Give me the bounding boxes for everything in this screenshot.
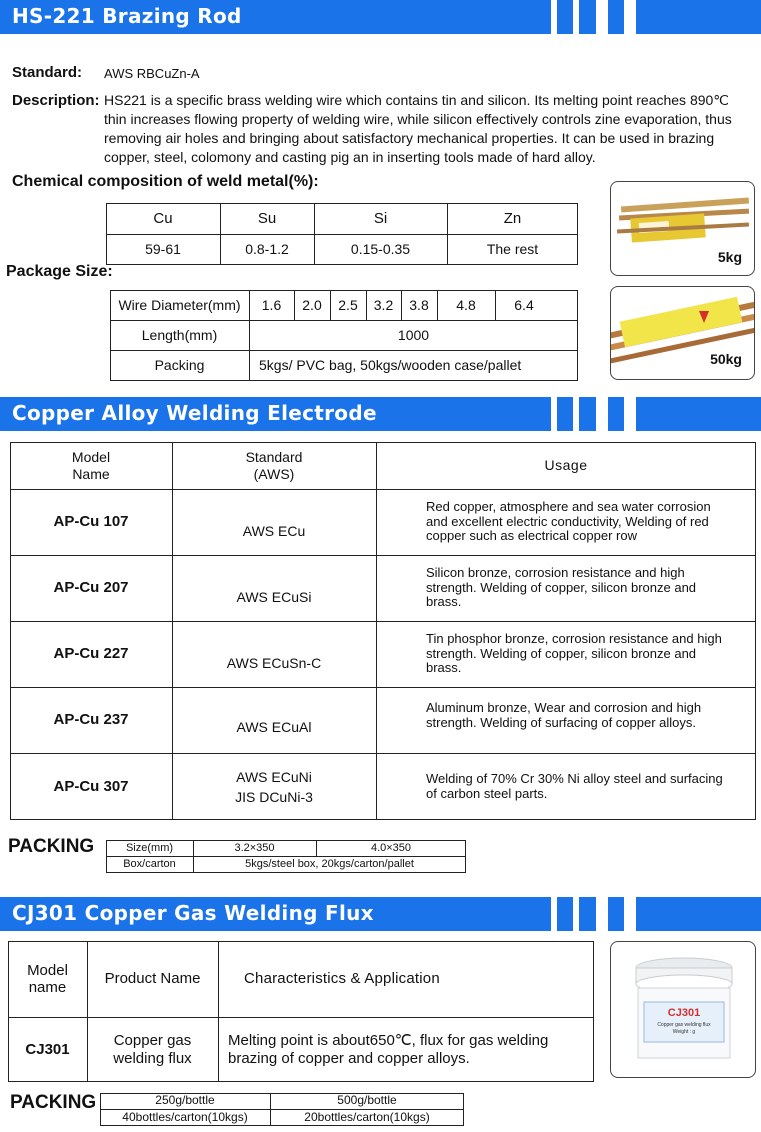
- chem-header: Cu: [153, 209, 173, 227]
- chem-value: 59-61: [145, 241, 181, 258]
- banner-stripe: [596, 897, 608, 931]
- section-title: CJ301 Copper Gas Welding Flux: [12, 901, 374, 925]
- banner-stripe: [551, 397, 557, 431]
- chem-composition-label: Chemical composition of weld metal(%):: [12, 173, 319, 190]
- packing-label: Packing: [154, 357, 205, 374]
- chem-value: 0.15-0.35: [350, 241, 411, 258]
- pack-box-label: Box/carton: [123, 858, 176, 871]
- length-label: Length(mm): [141, 326, 218, 343]
- section-title: HS-221 Brazing Rod: [12, 4, 242, 28]
- diameter-value: 2.5: [338, 296, 358, 313]
- image-caption: 5kg: [717, 249, 742, 265]
- packing-value: 5kgs/ PVC bag, 50kgs/wooden case/pallet: [259, 357, 522, 374]
- diameter-value: 1.6: [261, 296, 282, 313]
- usage-cell: Red copper, atmosphere and sea water corrosion and excellent electric conductivity, Welding of red copper such as electrical copper row: [426, 498, 711, 544]
- chem-header: Si: [373, 209, 388, 227]
- usage-cell: Silicon bronze, corrosion resistance and high strength. Welding of copper, silicon bronze and brass.: [426, 564, 697, 610]
- description-line: HS221 is a specific brass welding wire which contains tin and silicon. Its melting point reaches 890℃: [104, 92, 730, 108]
- description-text: [104, 91, 761, 167]
- banner-stripe: [596, 397, 608, 431]
- flux-characteristics-cell: Melting point is about650℃, flux for gas welding brazing of copper and copper alloys.: [228, 1031, 549, 1067]
- standard-cell: AWS ECuSi: [236, 588, 312, 605]
- pack-size-label: Size(mm): [125, 841, 174, 854]
- usage-cell: Aluminum bronze, Wear and corrosion and high strength. Welding of surfacing of copper alloys.: [426, 700, 702, 730]
- banner-stripe: [573, 897, 579, 931]
- jar-weight-label: Weight : g: [672, 1029, 696, 1035]
- banner-stripe: [573, 0, 579, 34]
- section-banner-brazing-rod: [0, 0, 761, 34]
- usage-cell: Welding of 70% Cr 30% Ni alloy steel and surfacing of carbon steel parts.: [426, 770, 723, 801]
- model-cell: AP-Cu 307: [53, 777, 129, 795]
- jar-label: CJ301: [667, 1007, 701, 1019]
- packing-heading: PACKING: [8, 836, 95, 857]
- diameter-value: 3.2: [373, 296, 394, 313]
- standard-cell: AWS ECu: [242, 522, 306, 539]
- pack-size-value: 4.0×350: [370, 841, 412, 854]
- standard-cell: AWS ECuAl: [236, 718, 312, 735]
- header-standard: Standard (AWS): [245, 449, 303, 482]
- product-photo-5kg: [610, 181, 755, 276]
- length-value: 1000: [397, 326, 430, 343]
- model-cell: AP-Cu 227: [53, 645, 129, 663]
- standard-label: Standard:: [12, 64, 83, 81]
- section-banner-flux: [0, 897, 761, 931]
- jar-sub-label: Copper gas welding flux: [657, 1022, 711, 1028]
- package-size-label: Package Size:: [6, 263, 113, 280]
- model-cell: AP-Cu 237: [53, 711, 129, 729]
- chem-header: Zn: [503, 209, 522, 227]
- chem-value: The rest: [486, 241, 539, 258]
- header-usage: Usage: [544, 457, 588, 474]
- flux-model-cell: CJ301: [25, 1040, 70, 1058]
- wire-diameter-label: Wire Diameter(mm): [118, 296, 241, 313]
- description-line: copper, steel, colomony and casting pig an in inserting tools made of hard alloy.: [104, 149, 596, 165]
- header-model: Model Name: [71, 449, 111, 482]
- flux-pack-size: 500g/bottle: [337, 1093, 397, 1108]
- diameter-value: 6.4: [514, 296, 534, 313]
- section-title: Copper Alloy Welding Electrode: [12, 401, 377, 425]
- chem-header: Su: [257, 209, 277, 227]
- chem-value: 0.8-1.2: [245, 241, 289, 258]
- banner-stripe: [551, 897, 557, 931]
- model-cell: AP-Cu 107: [53, 513, 129, 531]
- banner-stripe: [624, 897, 636, 931]
- section-banner-electrode: [0, 397, 761, 431]
- diameter-value: 4.8: [456, 296, 476, 313]
- pack-size-value: 3.2×350: [234, 841, 275, 854]
- usage-cell: Tin phosphor bronze, corrosion resistance and high strength. Welding of copper, silicon bronze and brass.: [426, 630, 722, 676]
- flux-pack-count: 20bottles/carton(10kgs): [304, 1109, 430, 1124]
- pack-box-value: 5kgs/steel box, 20kgs/carton/pallet: [245, 858, 414, 871]
- description-label: Description:: [12, 92, 100, 109]
- standard-cell: AWS ECuNi JIS DCuNi-3: [235, 768, 313, 805]
- description-line: removing air holes and bringing about satisfactory mechanical properties. It can be used in brazing: [104, 130, 715, 146]
- flux-product-cell: Copper gas welding flux: [113, 1032, 192, 1067]
- packing-heading: PACKING: [10, 1092, 97, 1113]
- standard-cell: AWS ECuSn-C: [226, 654, 322, 671]
- banner-stripe: [551, 0, 557, 34]
- diameter-value: 3.8: [409, 296, 429, 313]
- banner-stripe: [624, 397, 636, 431]
- description-line: thin increases flowing property of welding wire, while silicon effectively controls zine evaporation, thus: [104, 111, 732, 127]
- flux-jar-photo: [610, 941, 756, 1078]
- flux-pack-count: 40bottles/carton(10kgs): [122, 1109, 248, 1124]
- header-model: Model name: [27, 961, 68, 996]
- diameter-value: 2.0: [302, 296, 322, 313]
- image-caption: 50kg: [710, 351, 742, 367]
- standard-value: AWS RBCuZn-A: [104, 66, 200, 81]
- banner-stripe: [573, 397, 579, 431]
- model-cell: AP-Cu 207: [53, 579, 129, 597]
- header-characteristics: Characteristics & Application: [244, 970, 440, 988]
- header-product: Product Name: [104, 970, 201, 988]
- banner-stripe: [596, 0, 608, 34]
- banner-stripe: [624, 0, 636, 34]
- flux-pack-size: 250g/bottle: [155, 1093, 215, 1108]
- product-photo-50kg: [610, 286, 755, 380]
